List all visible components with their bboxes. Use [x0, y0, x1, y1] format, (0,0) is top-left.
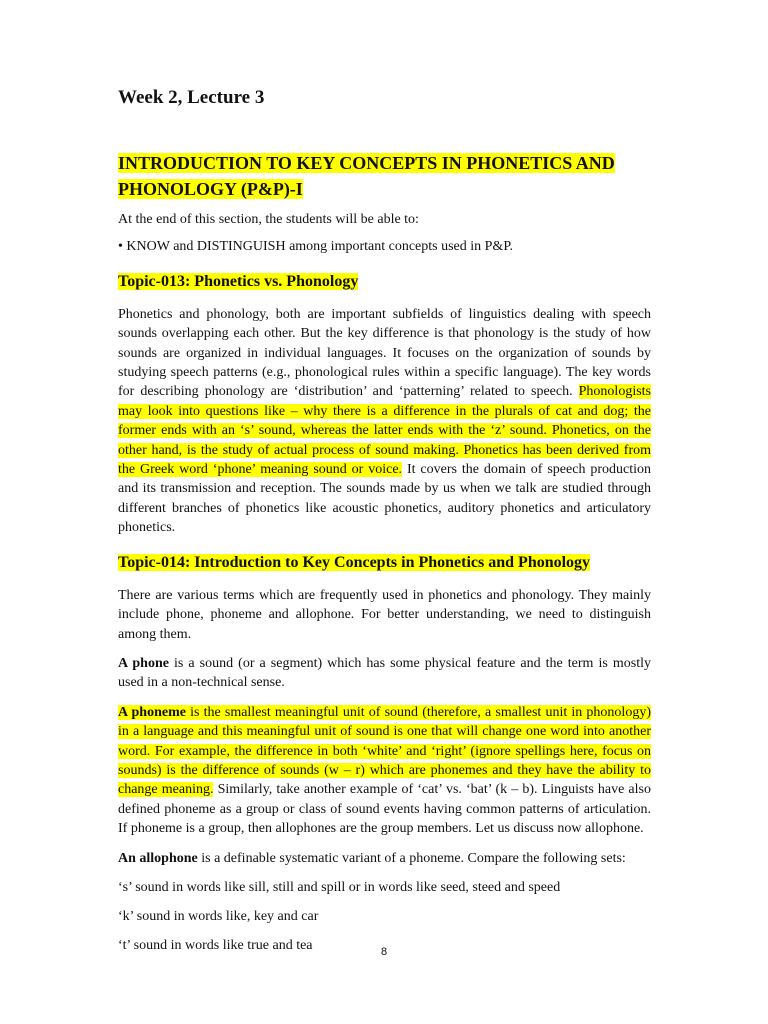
- objective-bullet: • KNOW and DISTINGUISH among important concepts used in P&P.: [118, 239, 514, 255]
- phone-definition-text: is a sound (or a segment) which has some physical feature and the term is mostly used in a non-technical sense.: [118, 655, 651, 691]
- topic-013-text-end: It covers the domain of speech production and its transmission and reception. The sounds made by us when we talk are studied through different branches of phonetics like acoustic phonetics, auditory phonetics and articulatory phonetics.: [118, 462, 651, 536]
- topic-013-heading: [118, 271, 651, 293]
- phoneme-definition-text: is the smallest meaningful unit of sound (therefore, a smallest unit in phonology) in a language and this meaningful unit of sound is one that will change one word into another word. For example, the difference in both ‘white’ and ‘right’ (ignore spellings here, focus on sounds) is the difference of sounds (w – r) which are phonemes and they have the ability to change meaning.: [118, 704, 651, 798]
- topic-014-heading-text: Topic-014: Introduction to Key Concepts in Phonetics and Phonology: [118, 553, 591, 571]
- lecture-heading: Week 2, Lecture 3: [118, 87, 265, 108]
- page-content: [118, 86, 651, 965]
- section-title: [118, 150, 651, 202]
- example-line: ‘t’ sound in words like true and tea: [118, 937, 313, 953]
- page-number: 8: [380, 946, 388, 958]
- allophone-definition: [118, 849, 651, 868]
- phoneme-definition-end: Similarly, take another example of ‘cat’ vs. ‘bat’ (k – b). Linguists have also defined phoneme as a group or class of sound events having common patterns of articulation. If phoneme is a group, then allophones are the group members. Let us discuss now allophone.: [118, 782, 651, 837]
- topic-013-paragraph: [118, 305, 651, 538]
- topic-013-text-plain: Phonetics and phonology, both are important subfields of linguistics dealing with speech sounds overlapping each other. But the key difference is that phonology is the study of how sounds are organized in individual languages. It focuses on the organization of sounds by studying speech patterns (e.g., phonological rules within a specific language). The key words for describing phonology are ‘distribution’ and ‘patterning’ related to speech.: [118, 306, 651, 400]
- phone-term: A phone: [118, 655, 169, 671]
- allophone-definition-text: is a definable systematic variant of a phoneme. Compare the following sets:: [197, 850, 626, 866]
- phoneme-term: A phoneme: [118, 704, 186, 720]
- phone-definition: [118, 654, 651, 693]
- section-title-text: INTRODUCTION TO KEY CONCEPTS IN PHONETICS AND PHONOLOGY (P&P)-I: [118, 153, 615, 199]
- topic-014-paragraph-1: There are various terms which are frequently used in phonetics and phonology. They mainly include phone, phoneme and allophone. For better understanding, we need to distinguish among them.: [118, 587, 651, 642]
- example-line: ‘k’ sound in words like, key and car: [118, 908, 319, 924]
- example-line: ‘s’ sound in words like sill, still and spill or in words like seed, steed and speed: [118, 879, 561, 895]
- phoneme-definition: [118, 703, 651, 839]
- topic-013-heading-text: Topic-013: Phonetics vs. Phonology: [118, 272, 359, 290]
- intro-text: At the end of this section, the students will be able to:: [118, 212, 419, 227]
- topic-013-text-highlight: Phonologists may look into questions like – why there is a difference in the plurals of cat and dog; the former ends with an ‘s’ sound, whereas the latter ends with the ‘z’ sound. Phonetics, on the other hand, is the study of actual process of sound making. Phonetics has been derived from the Greek word ‘phone’ meaning sound or voice.: [118, 384, 651, 478]
- topic-014-heading: [118, 552, 651, 574]
- allophone-term: An allophone: [118, 850, 198, 866]
